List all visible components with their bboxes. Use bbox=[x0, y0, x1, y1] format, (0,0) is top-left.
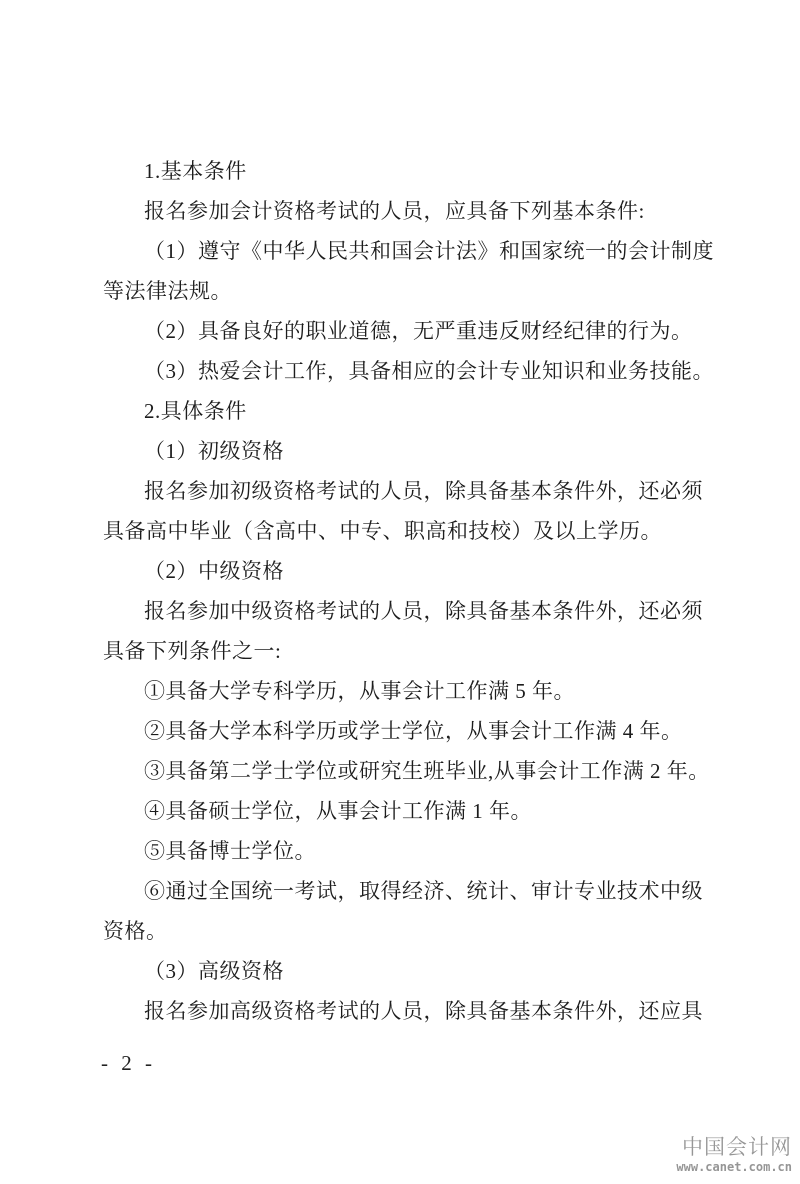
text-line: 报名参加初级资格考试的人员，除具备基本条件外，还必须 bbox=[144, 479, 703, 503]
text-line: （3）热爱会计工作，具备相应的会计专业知识和业务技能。 bbox=[144, 359, 714, 383]
text-line: 报名参加中级资格考试的人员，除具备基本条件外，还必须 bbox=[144, 599, 703, 623]
text-line: 2.具体条件 bbox=[144, 399, 247, 423]
document-body bbox=[103, 151, 723, 1031]
watermark bbox=[676, 1135, 792, 1174]
watermark-site-name: 中国会计网 bbox=[682, 1136, 792, 1159]
text-line: （2）中级资格 bbox=[144, 559, 284, 583]
text-line: ⑤具备博士学位。 bbox=[144, 839, 316, 863]
watermark-site-url: www.canet.com.cn bbox=[676, 1160, 792, 1174]
text-line: 1.基本条件 bbox=[144, 159, 247, 183]
text-line: （1）初级资格 bbox=[144, 439, 284, 463]
text-line: 报名参加高级资格考试的人员，除具备基本条件外，还应具 bbox=[144, 999, 703, 1023]
text-line: 报名参加会计资格考试的人员，应具备下列基本条件: bbox=[144, 199, 645, 223]
page-number: - 2 - bbox=[101, 1051, 156, 1075]
text-line: ⑥通过全国统一考试，取得经济、统计、审计专业技术中级 bbox=[144, 879, 703, 903]
text-line: ②具备大学本科学历或学士学位，从事会计工作满 4 年。 bbox=[144, 719, 683, 743]
text-line: ④具备硕士学位，从事会计工作满 1 年。 bbox=[144, 799, 532, 823]
text-line: 具备下列条件之一: bbox=[103, 639, 282, 663]
text-line: 等法律法规。 bbox=[103, 279, 232, 303]
text-line: 资格。 bbox=[103, 919, 168, 943]
text-line: ③具备第二学士学位或研究生班毕业,从事会计工作满 2 年。 bbox=[144, 759, 710, 783]
text-line: 具备高中毕业（含高中、中专、职高和技校）及以上学历。 bbox=[103, 519, 662, 543]
text-line: （2）具备良好的职业道德，无严重违反财经纪律的行为。 bbox=[144, 319, 693, 343]
text-line: ①具备大学专科学历，从事会计工作满 5 年。 bbox=[144, 679, 575, 703]
text-line: （1）遵守《中华人民共和国会计法》和国家统一的会计制度 bbox=[144, 239, 714, 263]
text-line: （3）高级资格 bbox=[144, 959, 284, 983]
